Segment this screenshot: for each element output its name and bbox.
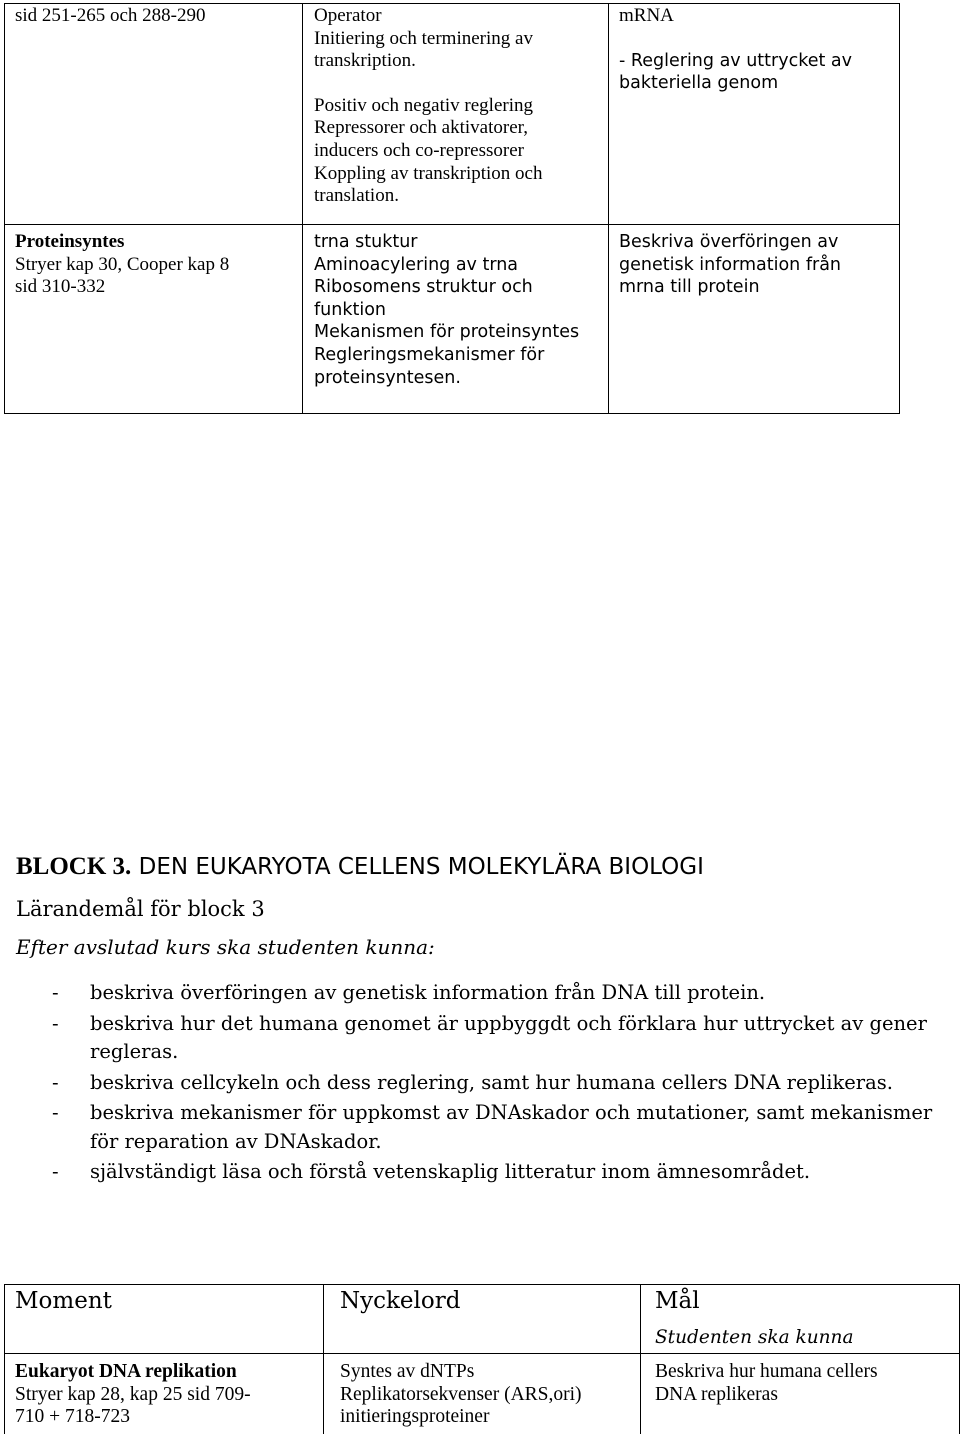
objective-text: beskriva överföringen av genetisk information från DNA till protein. [90, 981, 766, 1004]
header-keywords: Nyckelord [340, 1288, 461, 1314]
block-heading [16, 852, 704, 882]
list-dash: - [52, 1160, 59, 1183]
table-border-col1 [302, 3, 303, 414]
list-dash: - [52, 1070, 59, 1094]
bottom-table [4, 1284, 960, 1434]
table-border-bottom [4, 413, 900, 414]
row1-goal-title: mRNA [619, 5, 674, 26]
row1-keywords-cell: Syntes av dNTPs Replikatorsekvenser (ARS,ori) initieringsproteiner [340, 1361, 582, 1428]
row1-moment-body: Stryer kap 28, kap 25 sid 709- 710 + 718-723 [15, 1383, 251, 1428]
row2-goal-cell: Beskriva överföringen av genetisk information från mrna till protein [619, 232, 842, 298]
top-table [4, 3, 900, 414]
objective-text: självständigt läsa och förstå vetenskaplig litteratur inom ämnesområdet. [90, 1160, 811, 1183]
row1-moment-cell [15, 1361, 320, 1429]
table-border-row [4, 1353, 960, 1354]
list-item [52, 1010, 952, 1067]
row1-goal-cell [619, 5, 897, 95]
table-border-col2 [640, 1284, 641, 1434]
list-item [52, 1069, 952, 1098]
row1-keywords-part2: Positiv och negativ reglering Repressorer och aktivatorer, inducers och co-repressorer Koppling av transkription och translation. [314, 94, 543, 207]
learning-objectives-heading: Lärandemål för block 3 [16, 897, 265, 921]
table-border-top [4, 3, 900, 4]
row2-keywords-cell: trna stuktur Aminoacylering av trna Ribosomens struktur och funktion Mekanismen för proteinsyntes Regleringsmekanismer för proteinsyntesen. [314, 232, 580, 388]
row2-moment-cell [15, 231, 300, 299]
row2-moment-title: Proteinsyntes [15, 231, 125, 252]
objectives-list [52, 979, 952, 1189]
block-heading-title: DEN EUKARYOTA CELLENS MOLEKYLÄRA BIOLOGI [131, 854, 704, 880]
objective-text: beskriva hur det humana genomet är uppbyggdt och förklara hur uttrycket av gener regleras. [90, 1011, 927, 1063]
table-border-left [4, 1284, 5, 1434]
row1-goal-body: - Reglering av uttrycket av bakteriella genom [619, 50, 852, 94]
table-border-left [4, 3, 5, 414]
table-border-top [4, 1284, 960, 1285]
block-heading-number: BLOCK 3. [16, 853, 132, 880]
list-item [52, 979, 952, 1008]
table-border-col2 [608, 3, 609, 414]
table-border-right [899, 3, 900, 414]
header-moment: Moment [15, 1288, 112, 1314]
list-dash: - [52, 1011, 59, 1035]
row1-moment-cell: sid 251-265 och 288-290 [15, 5, 206, 26]
table-border-row [4, 224, 900, 225]
list-item [52, 1158, 952, 1187]
objective-text: beskriva cellcykeln och dess reglering, samt hur humana cellers DNA replikeras. [90, 1070, 893, 1094]
header-goal-sub: Studenten ska kunna [655, 1327, 854, 1348]
row2-moment-body: Stryer kap 30, Cooper kap 8 sid 310-332 [15, 253, 230, 298]
objective-text: beskriva mekanismer för uppkomst av DNAskador och mutationer, samt mekanismer för reparation av DNAskador. [90, 1101, 933, 1153]
table-border-col1 [323, 1284, 324, 1434]
row1-keywords-cell [314, 5, 604, 208]
header-goal: Mål [655, 1288, 700, 1314]
list-dash: - [52, 981, 59, 1004]
list-item [52, 1099, 952, 1156]
list-dash: - [52, 1101, 59, 1124]
row1-keywords-part1: Operator Initiering och terminering av transkription. [314, 5, 533, 72]
row1-moment-title: Eukaryot DNA replikation [15, 1361, 237, 1382]
row1-goal-cell: Beskriva hur humana cellers DNA replikeras [655, 1361, 878, 1405]
after-course-intro: Efter avslutad kurs ska studenten kunna: [16, 935, 435, 959]
